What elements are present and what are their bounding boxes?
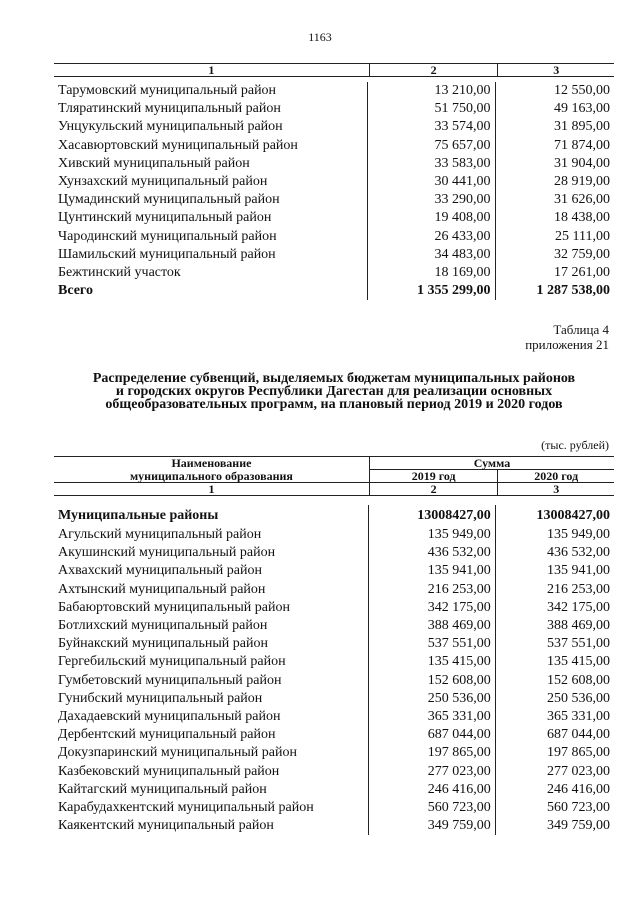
cell-value-1: 277 023,00 (368, 762, 495, 780)
cell-value-2: 365 331,00 (495, 708, 614, 726)
cell-name: Гунибский муниципальный район (58, 690, 263, 706)
cell-name: Чародинский муниципальный район (58, 228, 277, 244)
table-row (54, 617, 614, 635)
page-number: 1163 (308, 30, 332, 44)
cell-value-1: 26 433,00 (368, 228, 495, 246)
document-title (54, 372, 614, 411)
cell-value-2: 342 175,00 (495, 599, 614, 617)
header-name-line-2: муниципального образования (130, 468, 293, 483)
cell-name: Буйнакский муниципальный район (58, 636, 268, 652)
header-year-2019: 2019 год (369, 470, 498, 483)
cell-name: Акушинский муниципальный район (58, 545, 276, 561)
table-row-total (54, 505, 614, 526)
top-table-header (54, 63, 614, 77)
cell-name: Ботлихский муниципальный район (58, 618, 268, 634)
cell-value-1: 1 355 299,00 (368, 282, 495, 300)
cell-value-1: 365 331,00 (368, 708, 495, 726)
units-label: (тыс. рублей) (541, 438, 609, 452)
cell-name: Гумбетовский муниципальный район (58, 672, 282, 688)
cell-value-2: 31 895,00 (495, 118, 614, 136)
cell-value-2: 49 163,00 (495, 100, 614, 118)
cell-value-1: 216 253,00 (368, 581, 495, 599)
cell-name: Цумадинский муниципальный район (58, 192, 280, 208)
cell-name: Кайтагский муниципальный район (58, 781, 267, 797)
header-year-2020: 2020 год (498, 470, 614, 483)
cell-value-1: 537 551,00 (368, 635, 495, 653)
cell-value-1: 13 210,00 (368, 82, 495, 100)
cell-name: Бежтинский участок (58, 264, 181, 280)
table-row (54, 672, 614, 690)
cell-value-1: 436 532,00 (368, 544, 495, 562)
cell-value-1: 75 657,00 (368, 137, 495, 155)
table-row (54, 690, 614, 708)
cell-name: Агульский муниципальный район (58, 527, 262, 543)
cell-name: Тарумовский муниципальный район (58, 83, 277, 99)
cell-name: Хасавюртовский муниципальный район (58, 137, 298, 153)
table-row (54, 82, 614, 100)
cell-value-1: 30 441,00 (368, 173, 495, 191)
cell-value-2: 250 536,00 (495, 690, 614, 708)
table-row (54, 799, 614, 817)
table-row (54, 100, 614, 118)
cell-value-1: 197 865,00 (368, 744, 495, 762)
title-line-3: общеобразовательных программ, на плановый период 2019 и 2020 годов (105, 397, 563, 412)
table-row (54, 635, 614, 653)
cell-name: Дербентский муниципальный район (58, 727, 276, 743)
cell-name: Карабудахкентский муниципальный район (58, 799, 314, 815)
table-row (54, 781, 614, 799)
cell-name: Каякентский муниципальный район (58, 818, 274, 834)
cell-value-2: 31 904,00 (495, 155, 614, 173)
cell-name: Цунтинский муниципальный район (58, 210, 272, 226)
bottom-table-header (54, 456, 614, 496)
cell-value-2: 216 253,00 (495, 581, 614, 599)
table-row (54, 228, 614, 246)
cell-value-2: 135 949,00 (495, 526, 614, 544)
cell-value-2: 349 759,00 (495, 817, 614, 835)
cell-name: Казбековский муниципальный район (58, 763, 280, 779)
cell-value-1: 33 290,00 (368, 191, 495, 209)
table-row (54, 191, 614, 209)
cell-value-2: 388 469,00 (495, 617, 614, 635)
table-row (54, 744, 614, 762)
cell-value-1: 135 941,00 (368, 562, 495, 580)
cell-value-2: 71 874,00 (495, 137, 614, 155)
cell-value-2: 436 532,00 (495, 544, 614, 562)
cell-value-2: 135 415,00 (495, 653, 614, 671)
cell-value-2: 28 919,00 (495, 173, 614, 191)
cell-name: Всего (58, 283, 93, 299)
table-row (54, 544, 614, 562)
cell-value-2: 152 608,00 (495, 672, 614, 690)
cell-name: Шамильский муниципальный район (58, 246, 276, 262)
cell-value-1: 152 608,00 (368, 672, 495, 690)
table-row (54, 726, 614, 744)
cell-value-1: 135 415,00 (368, 653, 495, 671)
cell-value-1: 51 750,00 (368, 100, 495, 118)
bottom-table (54, 505, 614, 835)
top-table (54, 82, 614, 300)
cell-name: Хивский муниципальный район (58, 155, 250, 171)
cell-value-1: 13008427,00 (368, 505, 495, 526)
table-row (54, 137, 614, 155)
caption-table-number: Таблица 4 (553, 322, 609, 337)
cell-value-2: 12 550,00 (495, 82, 614, 100)
cell-value-2: 1 287 538,00 (495, 282, 614, 300)
table-row-total (54, 282, 614, 300)
cell-value-1: 19 408,00 (368, 209, 495, 227)
cell-name: Бабаюртовский муниципальный район (58, 599, 290, 615)
caption-appendix: приложения 21 (525, 337, 609, 352)
cell-value-2: 13008427,00 (495, 505, 614, 526)
table-row (54, 817, 614, 835)
cell-value-2: 17 261,00 (495, 264, 614, 282)
cell-name: Тляратинский муниципальный район (58, 101, 281, 117)
cell-value-2: 560 723,00 (495, 799, 614, 817)
table-row (54, 653, 614, 671)
table-row (54, 209, 614, 227)
cell-value-2: 31 626,00 (495, 191, 614, 209)
cell-value-1: 560 723,00 (368, 799, 495, 817)
col-header-2: 2 (369, 64, 498, 77)
cell-name: Ахтынский муниципальный район (58, 581, 266, 597)
table-row (54, 155, 614, 173)
table-caption (525, 322, 609, 352)
col-header-1: 1 (54, 64, 369, 77)
table-row (54, 581, 614, 599)
table-row (54, 599, 614, 617)
cell-name: Ахвахский муниципальный район (58, 563, 262, 579)
table-row (54, 562, 614, 580)
cell-value-2: 537 551,00 (495, 635, 614, 653)
cell-value-2: 32 759,00 (495, 246, 614, 264)
table-row (54, 264, 614, 282)
cell-value-2: 25 111,00 (495, 228, 614, 246)
cell-name: Хунзахский муниципальный район (58, 174, 268, 190)
table-row (54, 762, 614, 780)
cell-value-1: 246 416,00 (368, 781, 495, 799)
cell-name: Дахадаевский муниципальный район (58, 708, 281, 724)
table-row (54, 708, 614, 726)
table-row (54, 118, 614, 136)
cell-value-1: 135 949,00 (368, 526, 495, 544)
cell-value-1: 349 759,00 (368, 817, 495, 835)
header-col-number-1: 1 (54, 483, 369, 496)
cell-value-1: 33 574,00 (368, 118, 495, 136)
header-col-number-2: 2 (369, 483, 498, 496)
cell-value-2: 18 438,00 (495, 209, 614, 227)
cell-name: Муниципальные районы (58, 507, 219, 523)
cell-name: Гергебильский муниципальный район (58, 654, 286, 670)
cell-value-1: 388 469,00 (368, 617, 495, 635)
title-line-1: Распределение субвенций, выделяемых бюджетам муниципальных районов (92, 371, 576, 386)
header-col-number-3: 3 (498, 483, 614, 496)
cell-value-2: 246 416,00 (495, 781, 614, 799)
cell-value-1: 33 583,00 (368, 155, 495, 173)
cell-value-1: 342 175,00 (368, 599, 495, 617)
col-header-3: 3 (498, 64, 614, 77)
header-sum: Сумма (369, 457, 614, 470)
table-row (54, 526, 614, 544)
title-line-2: и городских округов Республики Дагестан для реализации основных (115, 384, 553, 399)
cell-value-2: 135 941,00 (495, 562, 614, 580)
table-row (54, 173, 614, 191)
cell-value-2: 277 023,00 (495, 762, 614, 780)
header-name-line-1: Наименование (54, 457, 369, 470)
cell-value-1: 687 044,00 (368, 726, 495, 744)
cell-value-1: 250 536,00 (368, 690, 495, 708)
cell-value-2: 197 865,00 (495, 744, 614, 762)
cell-name: Унцукульский муниципальный район (58, 119, 283, 135)
cell-value-2: 687 044,00 (495, 726, 614, 744)
cell-value-1: 34 483,00 (368, 246, 495, 264)
cell-value-1: 18 169,00 (368, 264, 495, 282)
cell-name: Докузпаринский муниципальный район (58, 745, 297, 761)
table-row (54, 246, 614, 264)
